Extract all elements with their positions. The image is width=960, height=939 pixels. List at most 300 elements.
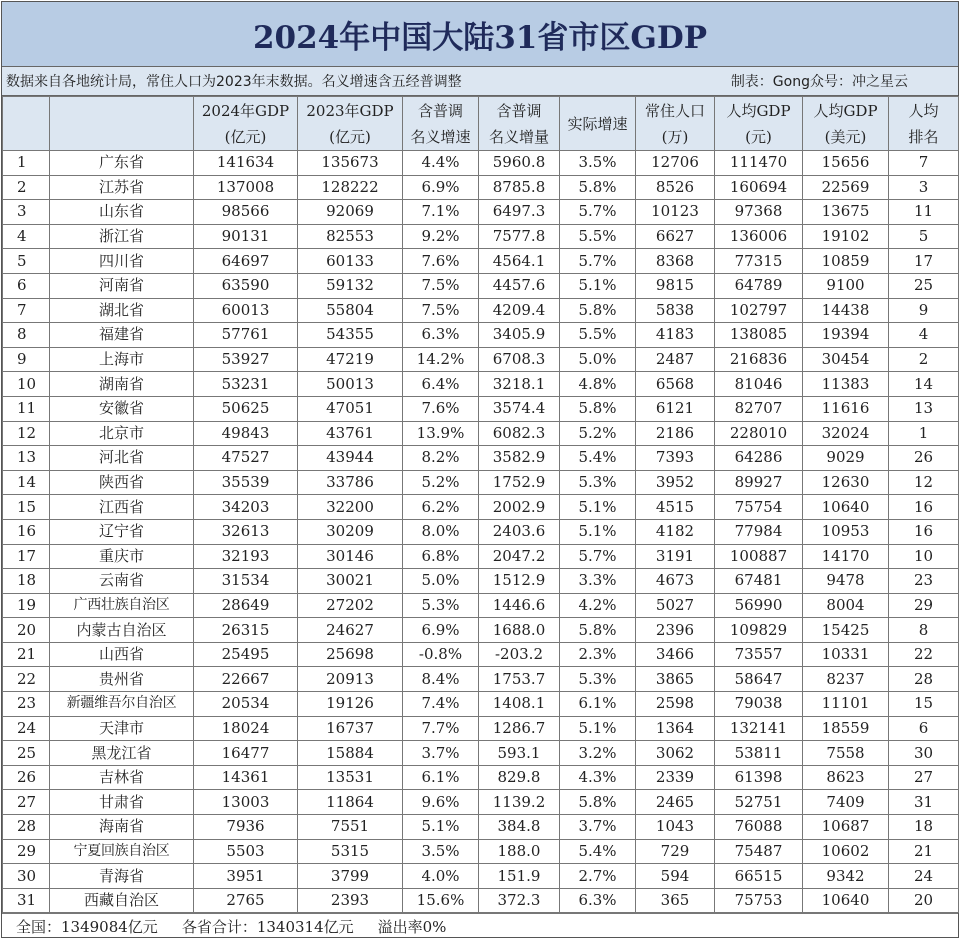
nominal-growth-cell: 5.1%	[403, 815, 479, 840]
per-capita-cny-cell: 56990	[715, 593, 803, 618]
gdp-2023-cell: 15884	[298, 741, 403, 766]
nominal-growth-cell: 6.1%	[403, 765, 479, 790]
real-growth-cell: 3.7%	[560, 815, 636, 840]
per-capita-cny-cell: 102797	[715, 298, 803, 323]
per-capita-rank-cell: 6	[889, 716, 959, 741]
table-row	[3, 642, 959, 667]
per-capita-cny-cell: 75754	[715, 495, 803, 520]
gdp-2024-cell: 20534	[194, 692, 298, 717]
gdp-2024-cell: 28649	[194, 593, 298, 618]
gdp-2023-cell: 3799	[298, 864, 403, 889]
column-header	[298, 97, 403, 151]
real-growth-cell: 6.1%	[560, 692, 636, 717]
province-sum: 各省合计：1340314亿元	[181, 917, 354, 936]
real-growth-cell: 5.7%	[560, 249, 636, 274]
per-capita-cny-cell: 64789	[715, 273, 803, 298]
nominal-increase-cell: 5960.8	[479, 151, 560, 176]
per-capita-usd-cell: 10640	[803, 888, 889, 913]
nominal-increase-cell: 1688.0	[479, 618, 560, 643]
per-capita-usd-cell: 10953	[803, 519, 889, 544]
per-capita-rank-cell: 23	[889, 569, 959, 594]
nominal-increase-cell: 1286.7	[479, 716, 560, 741]
real-growth-cell: 5.8%	[560, 175, 636, 200]
per-capita-cny-cell: 75753	[715, 888, 803, 913]
per-capita-rank-cell: 28	[889, 667, 959, 692]
gdp-2024-cell: 31534	[194, 569, 298, 594]
nominal-growth-cell: 6.4%	[403, 372, 479, 397]
table-row	[3, 888, 959, 913]
gdp-2023-cell: 25698	[298, 642, 403, 667]
gdp-2023-cell: 128222	[298, 175, 403, 200]
nominal-growth-cell: 3.5%	[403, 839, 479, 864]
province-cell: 江西省	[50, 495, 194, 520]
province-cell: 陕西省	[50, 470, 194, 495]
per-capita-usd-cell: 15425	[803, 618, 889, 643]
population-cell: 9815	[636, 273, 715, 298]
nominal-increase-cell: 7577.8	[479, 224, 560, 249]
rank-cell: 25	[3, 741, 50, 766]
real-growth-cell: 5.3%	[560, 667, 636, 692]
per-capita-cny-cell: 66515	[715, 864, 803, 889]
table-row	[3, 347, 959, 372]
nominal-growth-cell: 13.9%	[403, 421, 479, 446]
column-header-line2: (亿元)	[224, 127, 267, 146]
gdp-2023-cell: 92069	[298, 200, 403, 225]
rank-cell: 9	[3, 347, 50, 372]
real-growth-cell: 5.1%	[560, 716, 636, 741]
province-cell: 山东省	[50, 200, 194, 225]
gdp-2023-cell: 43761	[298, 421, 403, 446]
nominal-increase-cell: 6708.3	[479, 347, 560, 372]
per-capita-rank-cell: 17	[889, 249, 959, 274]
gdp-2024-cell: 2765	[194, 888, 298, 913]
province-cell: 安徽省	[50, 396, 194, 421]
per-capita-usd-cell: 10640	[803, 495, 889, 520]
gdp-2024-cell: 18024	[194, 716, 298, 741]
real-growth-cell: 2.3%	[560, 642, 636, 667]
rank-cell: 3	[3, 200, 50, 225]
table-row	[3, 200, 959, 225]
per-capita-rank-cell: 25	[889, 273, 959, 298]
per-capita-rank-cell: 30	[889, 741, 959, 766]
population-cell: 12706	[636, 151, 715, 176]
per-capita-cny-cell: 228010	[715, 421, 803, 446]
province-cell: 重庆市	[50, 544, 194, 569]
nominal-growth-cell: 5.3%	[403, 593, 479, 618]
per-capita-cny-cell: 64286	[715, 446, 803, 471]
gdp-2024-cell: 32613	[194, 519, 298, 544]
per-capita-rank-cell: 9	[889, 298, 959, 323]
per-capita-cny-cell: 76088	[715, 815, 803, 840]
per-capita-cny-cell: 97368	[715, 200, 803, 225]
table-row	[3, 470, 959, 495]
per-capita-usd-cell: 7409	[803, 790, 889, 815]
nominal-growth-cell: 4.4%	[403, 151, 479, 176]
column-header	[3, 97, 50, 151]
nominal-increase-cell: 1512.9	[479, 569, 560, 594]
gdp-2024-cell: 14361	[194, 765, 298, 790]
province-cell: 北京市	[50, 421, 194, 446]
province-cell: 海南省	[50, 815, 194, 840]
gdp-2023-cell: 135673	[298, 151, 403, 176]
per-capita-rank-cell: 7	[889, 151, 959, 176]
per-capita-rank-cell: 29	[889, 593, 959, 618]
province-cell: 上海市	[50, 347, 194, 372]
gdp-2024-cell: 64697	[194, 249, 298, 274]
nominal-increase-cell: 3574.4	[479, 396, 560, 421]
nominal-increase-cell: 188.0	[479, 839, 560, 864]
gdp-2024-cell: 35539	[194, 470, 298, 495]
per-capita-usd-cell: 10859	[803, 249, 889, 274]
nominal-growth-cell: -0.8%	[403, 642, 479, 667]
column-header-line1: 人均GDP	[726, 101, 791, 120]
rank-cell: 24	[3, 716, 50, 741]
table-row	[3, 716, 959, 741]
per-capita-rank-cell: 2	[889, 347, 959, 372]
per-capita-cny-cell: 77984	[715, 519, 803, 544]
per-capita-cny-cell: 111470	[715, 151, 803, 176]
nominal-growth-cell: 8.2%	[403, 446, 479, 471]
column-header-line1: 人均GDP	[813, 101, 878, 120]
column-header-line1: 人均	[908, 101, 939, 120]
population-cell: 7393	[636, 446, 715, 471]
per-capita-usd-cell: 22569	[803, 175, 889, 200]
per-capita-rank-cell: 14	[889, 372, 959, 397]
nominal-increase-cell: 593.1	[479, 741, 560, 766]
population-cell: 6568	[636, 372, 715, 397]
table-row	[3, 495, 959, 520]
per-capita-usd-cell: 10331	[803, 642, 889, 667]
per-capita-usd-cell: 8623	[803, 765, 889, 790]
province-cell: 浙江省	[50, 224, 194, 249]
province-cell: 内蒙古自治区	[50, 618, 194, 643]
rank-cell: 31	[3, 888, 50, 913]
gdp-2023-cell: 82553	[298, 224, 403, 249]
per-capita-cny-cell: 75487	[715, 839, 803, 864]
gdp-2023-cell: 13531	[298, 765, 403, 790]
per-capita-cny-cell: 61398	[715, 765, 803, 790]
population-cell: 4673	[636, 569, 715, 594]
column-header	[889, 97, 959, 151]
table-row	[3, 519, 959, 544]
nominal-increase-cell: 1139.2	[479, 790, 560, 815]
gdp-2023-cell: 47051	[298, 396, 403, 421]
per-capita-cny-cell: 73557	[715, 642, 803, 667]
gdp-2024-cell: 13003	[194, 790, 298, 815]
column-header-line1: 含普调	[496, 101, 542, 120]
per-capita-usd-cell: 9342	[803, 864, 889, 889]
population-cell: 3191	[636, 544, 715, 569]
table-row	[3, 151, 959, 176]
province-cell: 新疆维吾尔自治区	[50, 692, 194, 717]
gdp-2023-cell: 60133	[298, 249, 403, 274]
per-capita-usd-cell: 11616	[803, 396, 889, 421]
population-cell: 10123	[636, 200, 715, 225]
population-cell: 5838	[636, 298, 715, 323]
per-capita-cny-cell: 52751	[715, 790, 803, 815]
column-header-line2: (万)	[661, 127, 689, 146]
table-row	[3, 741, 959, 766]
gdp-2023-cell: 43944	[298, 446, 403, 471]
province-cell: 江苏省	[50, 175, 194, 200]
real-growth-cell: 5.1%	[560, 519, 636, 544]
column-header	[194, 97, 298, 151]
column-header-line1: 2024年GDP	[201, 101, 290, 120]
province-cell: 山西省	[50, 642, 194, 667]
nominal-growth-cell: 9.2%	[403, 224, 479, 249]
per-capita-rank-cell: 21	[889, 839, 959, 864]
per-capita-usd-cell: 19102	[803, 224, 889, 249]
province-cell: 河南省	[50, 273, 194, 298]
gdp-2024-cell: 22667	[194, 667, 298, 692]
gdp-2024-cell: 25495	[194, 642, 298, 667]
gdp-2023-cell: 55804	[298, 298, 403, 323]
nominal-growth-cell: 7.6%	[403, 249, 479, 274]
rank-cell: 18	[3, 569, 50, 594]
real-growth-cell: 6.3%	[560, 888, 636, 913]
population-cell: 4515	[636, 495, 715, 520]
nominal-growth-cell: 7.7%	[403, 716, 479, 741]
rank-cell: 4	[3, 224, 50, 249]
nominal-increase-cell: 151.9	[479, 864, 560, 889]
real-growth-cell: 5.8%	[560, 790, 636, 815]
per-capita-rank-cell: 12	[889, 470, 959, 495]
gdp-2023-cell: 30021	[298, 569, 403, 594]
real-growth-cell: 5.1%	[560, 273, 636, 298]
province-cell: 天津市	[50, 716, 194, 741]
population-cell: 6121	[636, 396, 715, 421]
per-capita-usd-cell: 7558	[803, 741, 889, 766]
per-capita-rank-cell: 24	[889, 864, 959, 889]
gdp-2024-cell: 60013	[194, 298, 298, 323]
overflow-rate: 溢出率0%	[377, 917, 447, 936]
gdp-2023-cell: 19126	[298, 692, 403, 717]
province-cell: 吉林省	[50, 765, 194, 790]
per-capita-usd-cell: 15656	[803, 151, 889, 176]
nominal-increase-cell: 8785.8	[479, 175, 560, 200]
gdp-table-sheet	[1, 1, 959, 938]
real-growth-cell: 3.5%	[560, 151, 636, 176]
per-capita-usd-cell: 30454	[803, 347, 889, 372]
nominal-increase-cell: 372.3	[479, 888, 560, 913]
gdp-2024-cell: 49843	[194, 421, 298, 446]
table-row	[3, 593, 959, 618]
rank-cell: 2	[3, 175, 50, 200]
per-capita-cny-cell: 132141	[715, 716, 803, 741]
population-cell: 6627	[636, 224, 715, 249]
column-header	[403, 97, 479, 151]
nominal-growth-cell: 6.9%	[403, 618, 479, 643]
per-capita-usd-cell: 13675	[803, 200, 889, 225]
nominal-growth-cell: 7.4%	[403, 692, 479, 717]
per-capita-cny-cell: 82707	[715, 396, 803, 421]
gdp-2023-cell: 16737	[298, 716, 403, 741]
gdp-2024-cell: 34203	[194, 495, 298, 520]
per-capita-rank-cell: 20	[889, 888, 959, 913]
population-cell: 2396	[636, 618, 715, 643]
province-cell: 湖南省	[50, 372, 194, 397]
population-cell: 2487	[636, 347, 715, 372]
real-growth-cell: 5.5%	[560, 224, 636, 249]
gdp-2023-cell: 20913	[298, 667, 403, 692]
per-capita-cny-cell: 136006	[715, 224, 803, 249]
real-growth-cell: 5.4%	[560, 839, 636, 864]
population-cell: 5027	[636, 593, 715, 618]
per-capita-usd-cell: 8237	[803, 667, 889, 692]
gdp-2024-cell: 32193	[194, 544, 298, 569]
per-capita-cny-cell: 160694	[715, 175, 803, 200]
population-cell: 3466	[636, 642, 715, 667]
province-cell: 黑龙江省	[50, 741, 194, 766]
column-header-line1: 含普调	[417, 101, 463, 120]
column-header-line2: (元)	[745, 127, 772, 146]
province-cell: 云南省	[50, 569, 194, 594]
per-capita-cny-cell: 216836	[715, 347, 803, 372]
per-capita-usd-cell: 9478	[803, 569, 889, 594]
column-header-line1: 2023年GDP	[306, 101, 394, 120]
nominal-increase-cell: 2047.2	[479, 544, 560, 569]
gdp-2024-cell: 53927	[194, 347, 298, 372]
column-header	[803, 97, 889, 151]
column-header	[560, 97, 636, 151]
per-capita-rank-cell: 27	[889, 765, 959, 790]
real-growth-cell: 5.5%	[560, 323, 636, 348]
gdp-2023-cell: 30209	[298, 519, 403, 544]
rank-cell: 10	[3, 372, 50, 397]
population-cell: 1364	[636, 716, 715, 741]
sheet-note-bar	[2, 67, 958, 96]
population-cell: 3062	[636, 741, 715, 766]
per-capita-usd-cell: 18559	[803, 716, 889, 741]
nominal-increase-cell: -203.2	[479, 642, 560, 667]
gdp-2023-cell: 47219	[298, 347, 403, 372]
province-cell: 湖北省	[50, 298, 194, 323]
population-cell: 2186	[636, 421, 715, 446]
province-cell: 河北省	[50, 446, 194, 471]
real-growth-cell: 5.8%	[560, 396, 636, 421]
table-row	[3, 815, 959, 840]
column-header-line1: 实际增速	[567, 114, 628, 133]
real-growth-cell: 5.1%	[560, 495, 636, 520]
real-growth-cell: 4.8%	[560, 372, 636, 397]
per-capita-cny-cell: 79038	[715, 692, 803, 717]
nominal-increase-cell: 1408.1	[479, 692, 560, 717]
rank-cell: 15	[3, 495, 50, 520]
column-header-line2: 名义增速	[410, 127, 471, 146]
nominal-growth-cell: 7.5%	[403, 273, 479, 298]
table-row	[3, 667, 959, 692]
population-cell: 2339	[636, 765, 715, 790]
real-growth-cell: 3.3%	[560, 569, 636, 594]
province-cell: 贵州省	[50, 667, 194, 692]
real-growth-cell: 5.2%	[560, 421, 636, 446]
per-capita-rank-cell: 16	[889, 495, 959, 520]
nominal-growth-cell: 3.7%	[403, 741, 479, 766]
real-growth-cell: 4.2%	[560, 593, 636, 618]
table-row	[3, 372, 959, 397]
rank-cell: 23	[3, 692, 50, 717]
gdp-2024-cell: 90131	[194, 224, 298, 249]
rank-cell: 7	[3, 298, 50, 323]
population-cell: 4182	[636, 519, 715, 544]
rank-cell: 19	[3, 593, 50, 618]
per-capita-rank-cell: 5	[889, 224, 959, 249]
per-capita-usd-cell: 10602	[803, 839, 889, 864]
rank-cell: 21	[3, 642, 50, 667]
per-capita-cny-cell: 53811	[715, 741, 803, 766]
rank-cell: 30	[3, 864, 50, 889]
gdp-2024-cell: 141634	[194, 151, 298, 176]
per-capita-cny-cell: 67481	[715, 569, 803, 594]
table-row	[3, 692, 959, 717]
rank-cell: 1	[3, 151, 50, 176]
column-header-line2: 排名	[908, 127, 939, 146]
nominal-growth-cell: 6.9%	[403, 175, 479, 200]
nominal-growth-cell: 7.1%	[403, 200, 479, 225]
per-capita-usd-cell: 12630	[803, 470, 889, 495]
gdp-2024-cell: 5503	[194, 839, 298, 864]
table-row	[3, 396, 959, 421]
province-cell: 宁夏回族自治区	[50, 839, 194, 864]
nominal-increase-cell: 2002.9	[479, 495, 560, 520]
per-capita-rank-cell: 11	[889, 200, 959, 225]
per-capita-cny-cell: 138085	[715, 323, 803, 348]
rank-cell: 22	[3, 667, 50, 692]
nominal-increase-cell: 3405.9	[479, 323, 560, 348]
province-cell: 四川省	[50, 249, 194, 274]
population-cell: 8526	[636, 175, 715, 200]
author-credit: 制表：Gong众号：冲之星云	[730, 74, 908, 90]
national-total: 全国：1349084亿元	[16, 917, 158, 936]
nominal-growth-cell: 6.3%	[403, 323, 479, 348]
population-cell: 1043	[636, 815, 715, 840]
real-growth-cell: 5.0%	[560, 347, 636, 372]
column-header-line2: (亿元)	[329, 127, 371, 146]
per-capita-rank-cell: 16	[889, 519, 959, 544]
per-capita-usd-cell: 11383	[803, 372, 889, 397]
per-capita-usd-cell: 19394	[803, 323, 889, 348]
table-row	[3, 421, 959, 446]
per-capita-cny-cell: 81046	[715, 372, 803, 397]
per-capita-rank-cell: 22	[889, 642, 959, 667]
nominal-growth-cell: 6.8%	[403, 544, 479, 569]
table-row	[3, 323, 959, 348]
table-row	[3, 249, 959, 274]
table-row	[3, 446, 959, 471]
gdp-2023-cell: 33786	[298, 470, 403, 495]
per-capita-rank-cell: 18	[889, 815, 959, 840]
table-row	[3, 224, 959, 249]
gdp-2024-cell: 50625	[194, 396, 298, 421]
per-capita-usd-cell: 9100	[803, 273, 889, 298]
per-capita-rank-cell: 4	[889, 323, 959, 348]
sheet-title: 2024年中国大陆31省市区GDP	[2, 2, 958, 67]
rank-cell: 6	[3, 273, 50, 298]
per-capita-usd-cell: 32024	[803, 421, 889, 446]
real-growth-cell: 2.7%	[560, 864, 636, 889]
gdp-2024-cell: 53231	[194, 372, 298, 397]
per-capita-usd-cell: 9029	[803, 446, 889, 471]
gdp-2023-cell: 50013	[298, 372, 403, 397]
gdp-2023-cell: 30146	[298, 544, 403, 569]
population-cell: 2465	[636, 790, 715, 815]
per-capita-rank-cell: 13	[889, 396, 959, 421]
nominal-increase-cell: 6497.3	[479, 200, 560, 225]
rank-cell: 14	[3, 470, 50, 495]
nominal-increase-cell: 1752.9	[479, 470, 560, 495]
real-growth-cell: 4.3%	[560, 765, 636, 790]
per-capita-usd-cell: 14170	[803, 544, 889, 569]
